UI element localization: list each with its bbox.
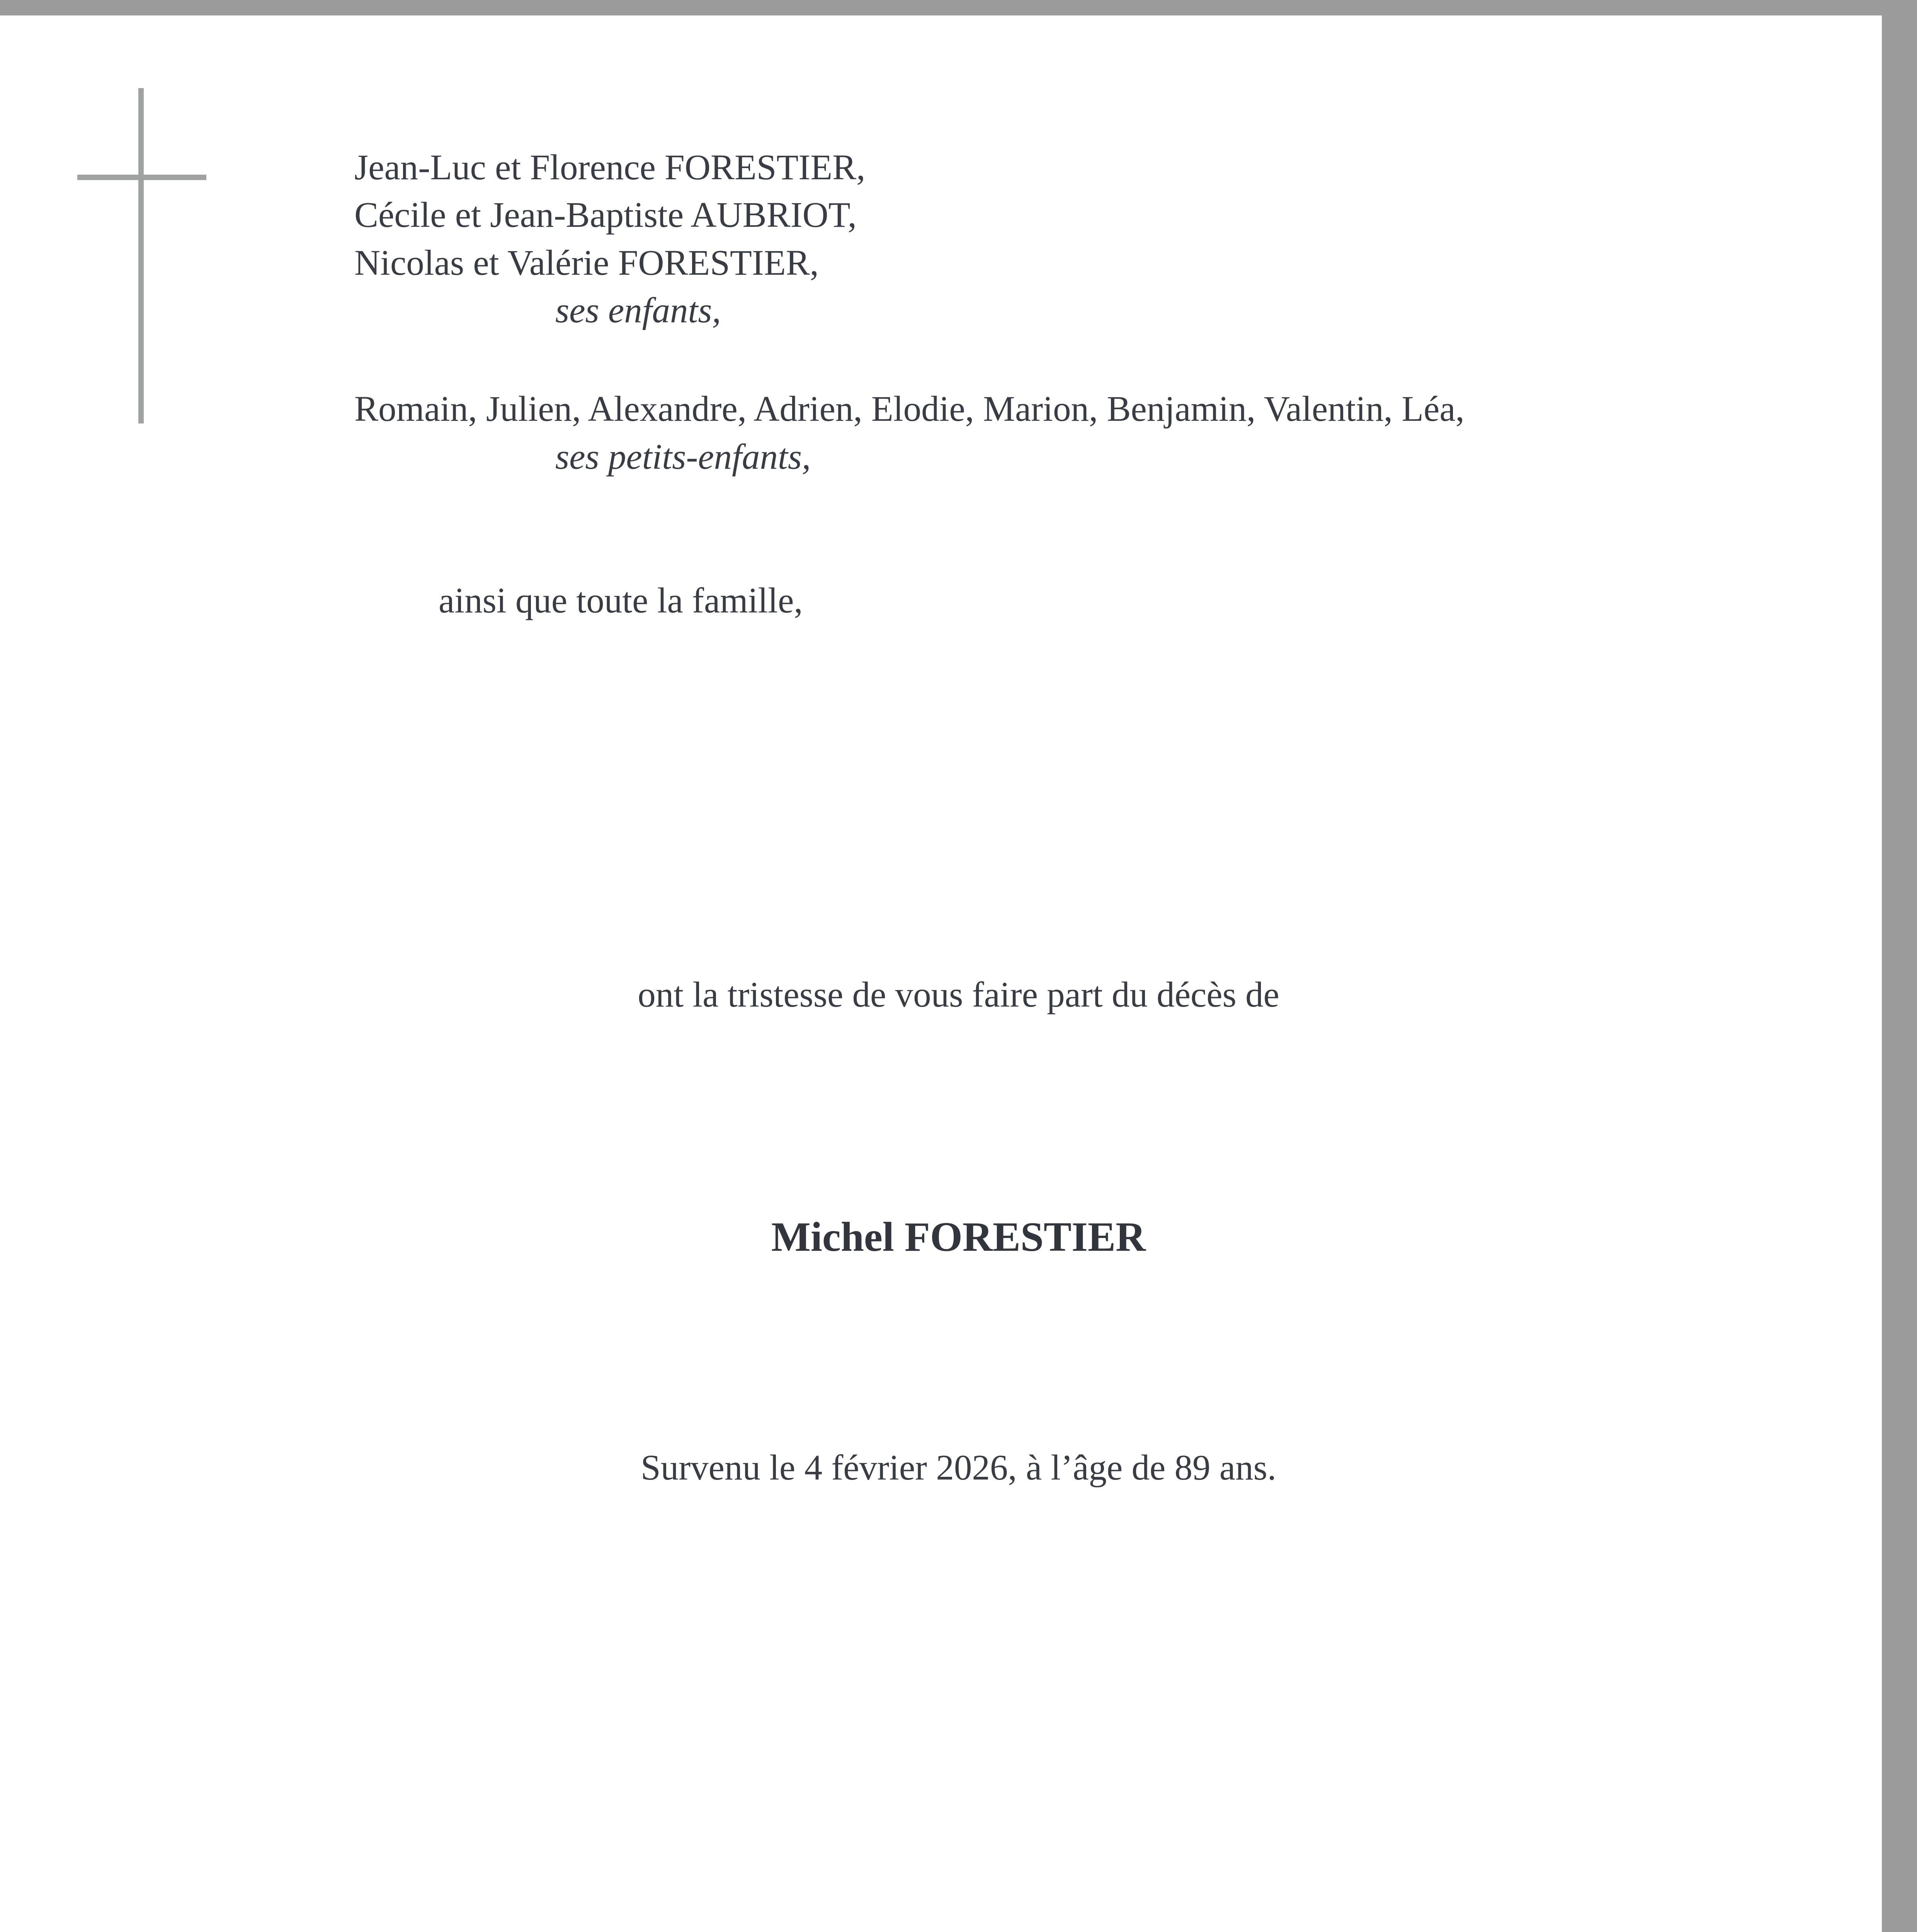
children-caption: ses enfants, <box>555 291 721 330</box>
cross-icon <box>138 88 144 423</box>
grandchildren-caption: ses petits-enfants, <box>555 437 811 477</box>
notice-sheet <box>0 15 1882 1932</box>
death-info: Survenu le 4 février 2026, à l’âge de 89 ans. <box>640 1448 1277 1488</box>
announcement: ont la tristesse de vous faire part du décès de <box>638 975 1279 1015</box>
grandchildren-list: Romain, Julien, Alexandre, Adrien, Elodie, Marion, Benjamin, Valentin, Léa, <box>354 389 1465 429</box>
deceased-name: Michel FORESTIER <box>771 1214 1146 1260</box>
child-couple-3: Nicolas et Valérie FORESTIER, <box>354 243 819 283</box>
whole-family: ainsi que toute la famille, <box>439 581 803 621</box>
child-couple-1: Jean-Luc et Florence FORESTIER, <box>354 148 866 187</box>
cross-icon-bar <box>77 175 206 180</box>
child-couple-2: Cécile et Jean-Baptiste AUBRIOT, <box>354 195 857 235</box>
